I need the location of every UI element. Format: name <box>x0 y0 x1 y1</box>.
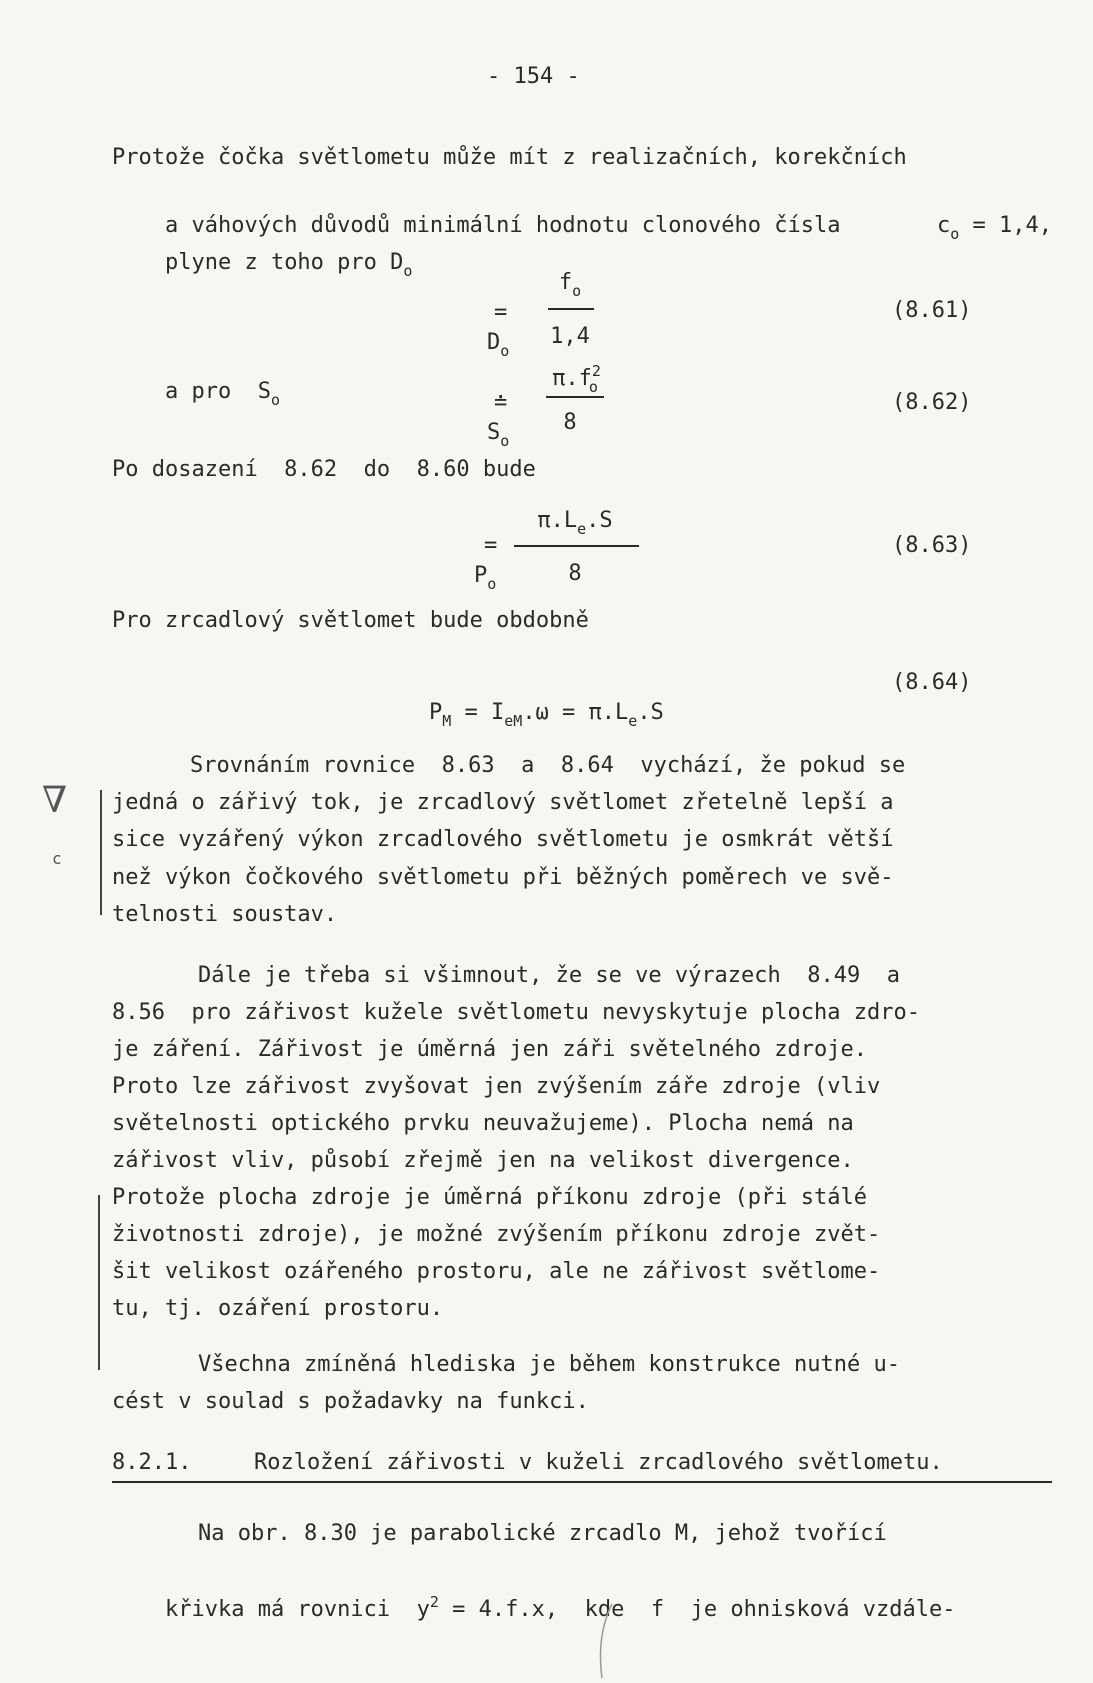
fraction-bar <box>546 396 604 398</box>
paragraph-line: šit velikost ozářeného prostoru, ale ne zářivost světlome- <box>112 1259 881 1284</box>
eq61-denominator: 1,4 <box>550 324 590 349</box>
page-number: - 154 - <box>487 64 580 89</box>
paragraph-line <box>112 218 412 316</box>
math-var: c <box>936 213 951 238</box>
equation-label: (8.62) <box>892 390 972 415</box>
equation-label: (8.63) <box>892 533 972 558</box>
math-sub: o <box>487 575 497 593</box>
math-var: f <box>558 270 573 295</box>
paragraph-line: Protože čočka světlometu může mít z realizačních, korekčních <box>112 145 907 170</box>
eq63-rel: = <box>484 533 498 558</box>
fraction-bar <box>548 308 594 310</box>
equation-label: (8.61) <box>892 298 972 323</box>
math-var: y <box>416 1597 430 1622</box>
text-run: a pro <box>164 379 232 404</box>
math-var: .ω = π.L <box>522 700 629 725</box>
section-number: 8.2.1. <box>112 1450 192 1475</box>
fraction-bar <box>514 545 639 547</box>
paragraph-line: tu, tj. ozáření prostoru. <box>112 1296 444 1321</box>
math-var: .S <box>586 508 613 533</box>
math-var: π.L <box>537 508 578 533</box>
paragraph-line <box>112 1557 956 1655</box>
math-var: π.f <box>552 366 592 391</box>
paragraph-line: je záření. Zářivost je úměrná jen záři světelného zdroje. <box>112 1037 867 1062</box>
section-title: Rozložení zářivosti v kuželi zrcadlového světlometu. <box>254 1450 943 1475</box>
paragraph-line <box>112 347 280 445</box>
math-var: D <box>390 250 404 275</box>
eq61-rel: = <box>494 300 508 325</box>
eq62-denominator: 8 <box>563 410 577 435</box>
eq63-denominator: 8 <box>568 561 582 586</box>
eq63-numerator <box>510 506 640 544</box>
paragraph-line: Protože plocha zdroje je úměrná příkonu zdroje (při stálé <box>112 1185 867 1210</box>
paragraph-line: sice vyzářený výkon zrcadlového světlometu je osmkrát větší <box>112 827 894 852</box>
math-sub: o <box>500 342 510 360</box>
math-sub: eM <box>504 712 523 730</box>
text-run: a váhových důvodů minimální hodnotu clonového čísla <box>164 213 841 238</box>
math-sub: o <box>588 378 598 396</box>
math-sub: o <box>572 282 582 300</box>
math-var: P <box>428 700 443 725</box>
math-value: = 1,4, <box>972 213 1052 238</box>
math-sub: o <box>500 432 510 450</box>
paragraph-line: životnosti zdroje), je možné zvýšením příkonu zdroje zvět- <box>112 1222 881 1247</box>
math-sub: e <box>577 520 587 538</box>
margin-bracket-line <box>98 1195 100 1370</box>
text-run: plyne z toho pro <box>164 250 377 275</box>
eq62-rel: ≐ <box>494 390 508 415</box>
paragraph-line: Na obr. 8.30 je parabolické zrcadlo M, jehož tvořící <box>198 1521 887 1546</box>
math-var: .S <box>637 700 664 725</box>
math-var: = I <box>451 700 505 725</box>
eq61-numerator <box>530 268 610 306</box>
margin-small-mark: c <box>52 849 62 868</box>
math-sub: o <box>950 225 960 243</box>
paragraph-line: telnosti soustav. <box>112 902 338 927</box>
text-run: = 4.f.x, kde f je ohnisková vzdále- <box>438 1597 956 1622</box>
paragraph-line: než výkon čočkového světlometu při běžných poměrech ve svě- <box>112 865 894 890</box>
math-sup: 2 <box>429 1593 439 1611</box>
math-var: P <box>473 563 488 588</box>
paragraph-line: zářivost vliv, působí zřejmě jen na velikost divergence. <box>112 1148 854 1173</box>
paragraph-line: světelnosti optického prvku neuvažujeme). Plocha nemá na <box>112 1111 854 1136</box>
math-sup: 2 <box>591 362 601 380</box>
margin-triangle-mark: ∇ <box>42 780 68 821</box>
paragraph-line: jedná o zářivý tok, je zrcadlový světlomet zřetelně lepší a <box>112 790 894 815</box>
paragraph-line: Srovnáním rovnice 8.63 a 8.64 vychází, že pokud se <box>190 753 906 778</box>
math-sub: o <box>270 391 280 409</box>
math-sub: o <box>403 262 413 280</box>
paragraph-line: Pro zrcadlový světlomet bude obdobně <box>112 608 589 633</box>
paragraph-line: cést v soulad s požadavky na funkci. <box>112 1389 589 1414</box>
math-var: S <box>486 420 501 445</box>
paragraph-line: Po dosazení 8.62 do 8.60 bude <box>112 457 536 482</box>
pencil-stroke <box>590 1600 620 1680</box>
margin-bracket-line <box>100 790 102 915</box>
text-run: křivka má rovnici <box>164 1597 391 1622</box>
math-sub: e <box>628 712 638 730</box>
clone-number-expression <box>884 181 1052 279</box>
math-var: S <box>257 379 271 404</box>
paragraph-line: Dále je třeba si všimnout, že se ve výrazech 8.49 a <box>198 963 900 988</box>
math-sub: M <box>442 712 452 730</box>
math-var: D <box>486 330 501 355</box>
paragraph-line: 8.56 pro zářivost kužele světlometu nevyskytuje plocha zdro- <box>112 1000 920 1025</box>
paragraph-line: Proto lze zářivost zvyšovat jen zvýšením záře zdroje (vliv <box>112 1074 881 1099</box>
section-underline <box>112 1481 1052 1483</box>
equation-label: (8.64) <box>892 670 972 695</box>
paragraph-line: Všechna zmíněná hlediska je během konstrukce nutné u- <box>198 1352 900 1377</box>
